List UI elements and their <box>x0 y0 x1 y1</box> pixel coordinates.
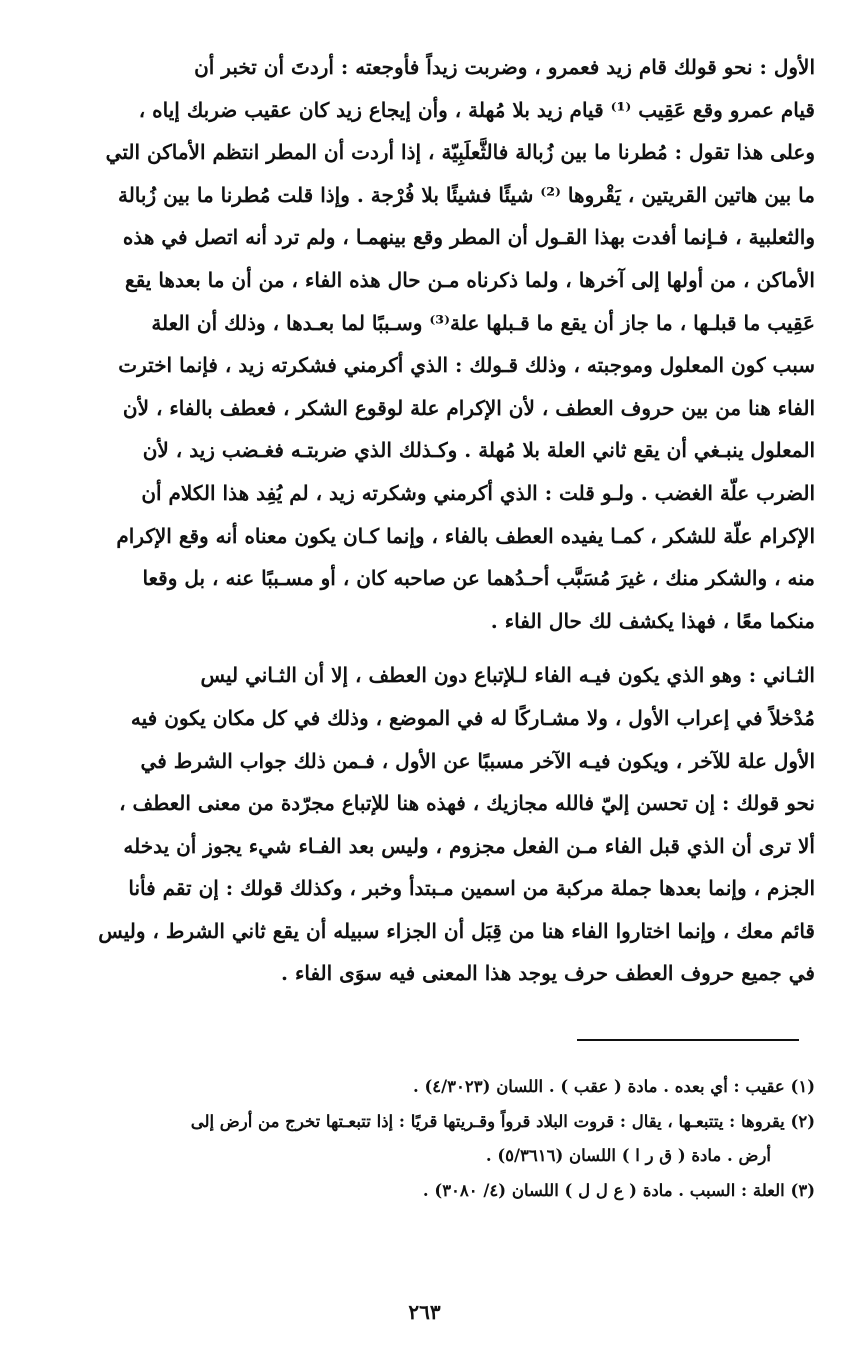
text-line: مُدْخلاً في إعراب الأول ، ولا مشـاركًا له في الموضع ، وذلك في كل مكان يكون فيه <box>130 705 815 730</box>
text-line: الأول علة للآخر ، ويكون فيـه الآخر مسببًا عن الأول ، فـمن ذلك جواب الشرط في <box>140 748 815 773</box>
footnote-separator <box>577 1039 799 1041</box>
text-line: سبب كون المعلول وموجبته ، وذلك قـولك : الذي أكرمني فشكرته زيد ، فإنما اخترت <box>118 353 815 378</box>
text-line: نحو قولك : إن تحسن إليّ فالله مجازيك ، فهذه هنا للإتباع مجرّدة من معنى العطف ، <box>119 791 815 816</box>
text-line: في جميع حروف العطف حرف يوجد هذا المعنى فيه سوَى الفاء . <box>281 961 815 986</box>
text-line: ما بين هاتين القريتين ، يَقْروها ⁽²⁾ شيئًا فشيئًا بلا فُرْجة . وإذا قلت مُطرنا ما بين زُبالة <box>117 182 815 207</box>
footnotes <box>34 1070 815 1208</box>
text-line: منكما معًا ، فهذا يكشف لك حال الفاء . <box>490 608 815 633</box>
text-line: الثـاني : وهو الذي يكون فيـه الفاء لـلإتباع دون العطف ، إلا أن الثـاني ليس <box>200 663 815 688</box>
paragraph-first-meaning <box>34 46 815 642</box>
footnote-2-continuation: أرض . مادة ( ق ر ا ) اللسان (٥/٣٦١٦) . <box>485 1146 771 1165</box>
text-line: الفاء هنا من بين حروف العطف ، لأن الإكرام علة لوقوع الشكر ، فعطف بالفاء ، لأن <box>122 395 815 420</box>
text-line: قائم معك ، وإنما اختاروا الفاء هنا من قِبَل أن الجزاء سبيله أن يقع ثاني الشرط ، وليس <box>98 918 815 943</box>
main-text <box>34 46 815 995</box>
footnote-2: (٢) يقروها : يتتبعـها ، يقال : قروت البلاد قرواً وقـريتها قريًا : إذا تتبعـتها تخرج من أرض إلى <box>190 1111 815 1131</box>
text-line: الإكرام علّة للشكر ، كمـا يفيده العطف بالفاء ، وإنما كـان يكون معناه أنه وقع الإكرام <box>116 523 815 548</box>
text-line: الضرب علّة الغضب . ولـو قلت : الذي أكرمني وشكرته زيد ، لم يُفِد هذا الكلام أن <box>141 480 815 505</box>
page-number: ٢٦٣ <box>408 1300 441 1324</box>
text-line: منه ، والشكر منك ، غيرَ مُسَبَّب أحـدُهما عن صاحبه كان ، أو مسـببًا عنه ، بل وقعا <box>142 566 815 591</box>
footnote-1: (١) عقيب : أي بعده . مادة ( عقب ) . اللسان (٤/٣٠٢٣) . <box>413 1077 815 1096</box>
text-line: عَقِيب ما قبلـها ، ما جاز أن يقع ما قـبلها علة⁽³⁾ وسـببًا لما بعـدها ، وذلك أن العلة <box>151 310 815 335</box>
text-line: الجزم ، وإنما بعدها جملة مركبة من اسمين مـبتدأ وخبر ، وكذلك قولك : إن تقم فأنا <box>128 876 815 901</box>
text-line: الأول : نحو قولك قام زيد فعمرو ، وضربت زيداً فأوجعته : أردتَ أن تخبر أن <box>194 55 815 79</box>
text-line: والثعلبية ، فـإنما أفدت بهذا القـول أن المطر وقع بينهمـا ، ولم ترد أنه اتصل في هذه <box>122 225 815 250</box>
footnote-3: (٣) العلة : السبب . مادة ( ع ل ل ) اللسان (٤/ ٣٠٨٠) . <box>422 1180 815 1200</box>
text-line: وعلى هذا تقول : مُطرنا ما بين زُبالة فالثَّعلَبِيّة ، إذا أردت أن المطر انتظم الأماكن التي <box>105 140 815 165</box>
text-line: المعلول ينبـغي أن يقع ثاني العلة بلا مُهلة . وكـذلك الذي ضربتـه فغـضب زيد ، لأن <box>142 438 815 463</box>
text-line: الأماكن ، من أولها إلى آخرها ، ولما ذكرناه مـن حال هذه الفاء ، من أن ما بعدها يقع <box>125 267 815 292</box>
paragraph-second-meaning <box>34 654 815 995</box>
text-line: قيام عمرو وقع عَقِيب ⁽¹⁾ قيام زيد بلا مُهلة ، وأن إيجاع زيد كان عقيب ضربك إياه ، <box>138 97 815 122</box>
text-line: ألا ترى أن الذي قبل الفاء مـن الفعل مجزوم ، وليس بعد الفـاء شيء يجوز أن يدخله <box>123 833 815 858</box>
